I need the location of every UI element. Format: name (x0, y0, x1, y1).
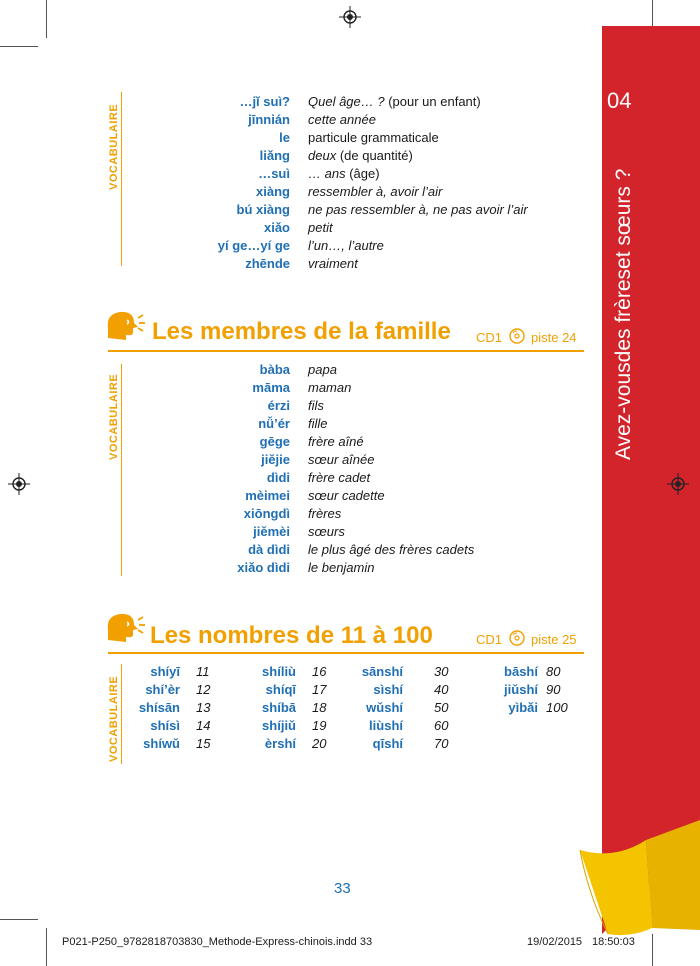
footer-file: P021-P250_9782818703830_Methode-Express-chinois.indd 33 (62, 936, 373, 948)
crop-mark (0, 46, 38, 47)
number-value: 17 (312, 682, 327, 697)
vocab-term: gēge (259, 434, 290, 449)
number-value: 70 (434, 736, 449, 751)
number-value: 18 (312, 700, 327, 715)
vocab-label: VOCABULAIRE (108, 675, 120, 762)
vocab-term: jiěmèi (253, 524, 290, 539)
vocab-definition (308, 165, 380, 183)
vocab-definition-plain: (pour un enfant) (384, 94, 481, 109)
vocab-definition (308, 129, 439, 147)
footer-time: 18:50:03 (592, 936, 635, 948)
track-label: piste 25 (531, 632, 577, 647)
section-title-family: Les membres de la famille (152, 318, 451, 345)
vocab-term: liǎng (259, 148, 290, 163)
vocab-definition (308, 111, 376, 129)
track-label: piste 24 (531, 330, 577, 345)
number-term: jiǔshí (504, 682, 538, 697)
number-value: 50 (434, 700, 449, 715)
vocab-definition: frère cadet (308, 470, 371, 485)
vocab-term: mèimei (245, 488, 290, 503)
vocab-definition: fille (308, 416, 328, 431)
vocab-definition (308, 219, 333, 237)
number-value: 20 (312, 736, 327, 751)
vocab-term: xiǎo (263, 220, 290, 235)
vocab-definition: fils (308, 398, 324, 413)
number-term: shí’èr (145, 682, 180, 697)
cd-label: CD1 (476, 632, 503, 647)
number-term: shíwǔ (143, 736, 180, 751)
vocab-definition: le benjamin (308, 560, 375, 575)
number-term: liùshí (369, 718, 403, 733)
vocab-term: le (279, 130, 290, 145)
vocab-definition: maman (308, 380, 352, 395)
number-term: sānshí (361, 664, 403, 679)
vocab-term: érzi (267, 398, 290, 413)
vocab-definition (308, 201, 528, 219)
number-value: 40 (434, 682, 449, 697)
vocab-divider (121, 92, 122, 266)
number-term: wǔshí (366, 700, 403, 715)
vocab-label: VOCABULAIRE (108, 373, 120, 460)
number-value: 80 (546, 664, 561, 679)
number-value: 16 (312, 664, 327, 679)
cd-disc-icon (509, 630, 525, 646)
vocab-definition-italic: petit (308, 220, 333, 235)
number-value: 100 (546, 700, 568, 715)
cd-label: CD1 (476, 330, 503, 345)
vocab-term: yí ge…yí ge (217, 238, 290, 253)
vocab-term: xiǎo dìdi (237, 560, 290, 575)
vocab-term: zhēnde (245, 256, 290, 271)
vocab-definition: sœur cadette (308, 488, 385, 503)
registration-mark-icon (667, 473, 689, 495)
number-value: 15 (196, 736, 211, 751)
vocab-definition: sœur aînée (308, 452, 375, 467)
number-term: shíbā (262, 700, 296, 715)
registration-mark-icon (339, 6, 361, 28)
vocab-term: nǚ’ér (258, 416, 290, 431)
vocab-divider (121, 364, 122, 576)
vocab-term: jīnnián (248, 112, 290, 127)
number-value: 90 (546, 682, 561, 697)
section-title-numbers: Les nombres de 11 à 100 (150, 622, 433, 649)
vocab-definition (308, 255, 358, 273)
vocab-definition-plain: particule grammaticale (308, 130, 439, 145)
chapter-number: 04 (607, 88, 632, 113)
vocab-definition-italic: l’un…, l’autre (308, 238, 384, 253)
vocab-definition-plain: (âge) (345, 166, 380, 181)
number-value: 11 (196, 664, 210, 679)
crop-mark (46, 928, 47, 966)
number-value: 30 (434, 664, 449, 679)
number-term: sìshí (373, 682, 403, 697)
vocab-definition-italic: vraiment (308, 256, 358, 271)
section-rule (108, 350, 584, 352)
vocab-term: …suì (258, 166, 290, 181)
vocab-definition-italic: Quel âge… ? (308, 94, 385, 109)
speaker-icon (102, 308, 146, 344)
vocab-definition-italic: cette année (308, 112, 376, 127)
number-term: yìbǎi (508, 700, 538, 715)
vocab-definition-plain: (de quantité) (336, 148, 413, 163)
number-term: shíjiǔ (262, 718, 296, 733)
vocab-definition-italic: ressembler à, avoir l’air (308, 184, 443, 199)
vocab-definition (308, 93, 481, 111)
vocab-definition: frères (308, 506, 342, 521)
number-term: shíqī (265, 682, 296, 697)
vocab-definition: sœurs (308, 524, 345, 539)
vocab-term: jiějie (261, 452, 290, 467)
vocab-label: VOCABULAIRE (108, 103, 120, 190)
number-term: bāshí (504, 664, 538, 679)
footer-date: 19/02/2015 (527, 936, 583, 948)
chapter-title: Avez-vousdes frèreset sœurs ? (612, 168, 635, 460)
number-term: shíliù (262, 664, 296, 679)
vocab-definition (308, 237, 384, 255)
number-term: shísì (150, 718, 180, 733)
vocab-definition: frère aîné (308, 434, 364, 449)
number-term: shíyī (150, 664, 180, 679)
cd-disc-icon (509, 328, 525, 344)
vocab-definition: le plus âgé des frères cadets (308, 542, 475, 557)
section-rule (108, 652, 584, 654)
page-number: 33 (334, 880, 351, 897)
number-term: shísān (138, 700, 180, 715)
number-term: qīshí (372, 736, 403, 751)
vocab-term: dìdi (266, 470, 290, 485)
number-value: 13 (196, 700, 211, 715)
vocab-term: bú xiàng (236, 202, 290, 217)
vocab-definition (308, 183, 442, 201)
vocab-definition-italic: deux (308, 148, 337, 163)
crop-mark (0, 919, 38, 920)
vocab-term: xiàng (256, 184, 290, 199)
number-value: 19 (312, 718, 327, 733)
vocab-term: māma (252, 380, 290, 395)
number-value: 60 (434, 718, 449, 733)
speaker-icon (102, 610, 146, 646)
vocab-definition-italic: … ans (308, 166, 346, 181)
number-value: 14 (196, 718, 211, 733)
vocab-term: bàba (259, 362, 290, 377)
number-term: èrshí (264, 736, 296, 751)
registration-mark-icon (8, 473, 30, 495)
vocab-term: xiōngdì (243, 506, 290, 521)
vocab-definition: papa (308, 362, 337, 377)
vocab-term: …jǐ suì? (239, 94, 290, 109)
number-value: 12 (196, 682, 211, 697)
vocab-term: dà dìdi (248, 542, 290, 557)
vocab-definition-italic: ne pas ressembler à, ne pas avoir l’air (308, 202, 528, 217)
vocab-definition (308, 147, 413, 165)
crop-mark (46, 0, 47, 38)
